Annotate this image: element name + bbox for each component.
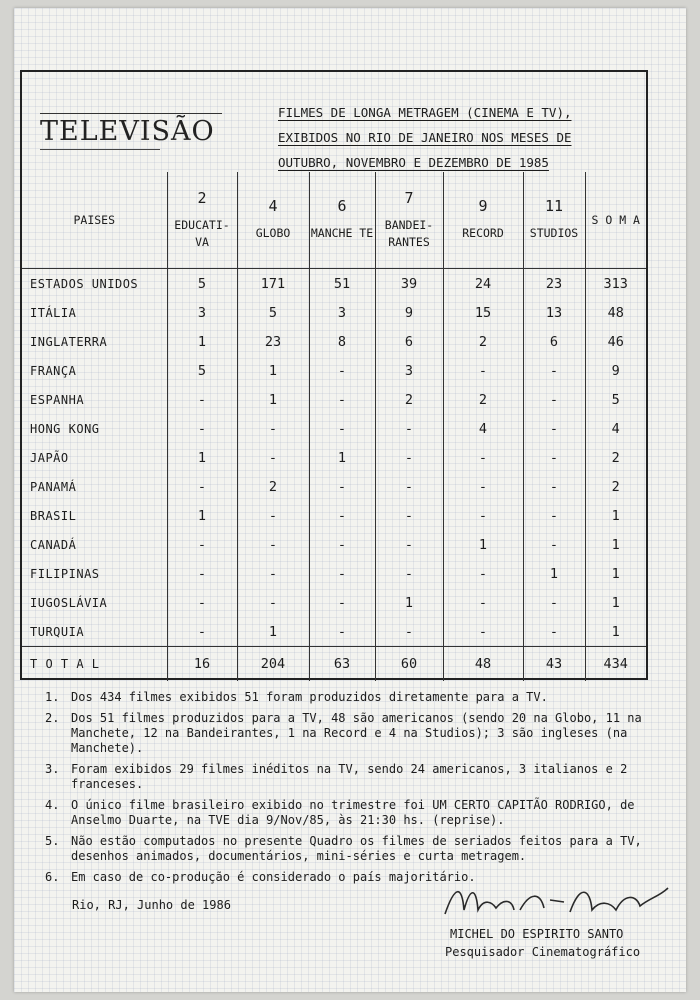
signature-title: Pesquisador Cinematográfico [445,945,641,959]
total-cell: 16 [167,647,237,682]
count-cell: 1 [237,356,309,385]
table-row [22,414,646,443]
table-header-row [22,172,646,269]
count-cell: - [523,356,585,385]
count-cell: 2 [443,327,523,356]
count-cell: 5 [585,385,646,414]
column-label: S O M A [591,212,640,227]
column-header-3 [309,172,375,269]
note-text: Dos 434 filmes exibidos 51 foram produzidos diretamente para a TV. [71,690,548,704]
count-cell: 1 [375,588,443,617]
column-number: 4 [268,197,278,215]
column-header-2 [237,172,309,269]
count-cell: 1 [585,617,646,647]
count-cell: 24 [443,269,523,299]
country-cell: BRASIL [30,508,77,523]
table-row [22,443,646,472]
count-cell: - [443,588,523,617]
total-cell: 204 [237,647,309,682]
count-cell: - [375,501,443,530]
table-row [22,472,646,501]
note-number: 2. [45,711,60,725]
total-row [22,647,646,682]
count-cell: - [309,385,375,414]
note-text: O único filme brasileiro exibido no trimestre foi UM CERTO CAPITÃO RODRIGO, de Anselmo Duarte, na TVE dia 9/Nov/85, às 21:30 hs. (reprise). [71,798,635,827]
count-cell: 1 [237,617,309,647]
total-cell: 60 [375,647,443,682]
count-cell: - [309,356,375,385]
note-text: Em caso de co-produção é considerado o país majoritário. [71,870,476,884]
count-cell: - [237,559,309,588]
count-cell: - [309,559,375,588]
count-cell: 3 [375,356,443,385]
logo [40,113,222,150]
column-number: 2 [197,188,207,207]
column-header-7 [585,172,646,269]
count-cell: - [523,443,585,472]
count-cell: - [167,559,237,588]
count-cell: 2 [585,443,646,472]
count-cell: 1 [167,443,237,472]
country-cell: IUGOSLÁVIA [30,595,108,610]
total-cell: 434 [585,647,646,682]
column-label: GLOBO [255,226,291,240]
country-cell: ESPANHA [30,392,85,407]
count-cell: - [167,414,237,443]
count-cell: 2 [585,472,646,501]
note-number: 1. [45,690,60,704]
films-table [22,172,646,681]
count-cell: - [309,501,375,530]
table-row [22,356,646,385]
table-row [22,501,646,530]
note-number: 6. [45,870,60,884]
country-cell: FILIPINAS [30,566,100,581]
count-cell: - [523,472,585,501]
count-cell: - [443,472,523,501]
count-cell: - [237,530,309,559]
note-item [45,834,645,864]
count-cell: - [375,443,443,472]
country-cell: ITÁLIA [30,305,77,320]
count-cell: - [443,501,523,530]
total-cell: 63 [309,647,375,682]
column-number: 7 [404,188,414,207]
country-cell: ESTADOS UNIDOS [30,276,139,291]
column-label: EDUCATI-VA [174,217,230,249]
count-cell: 5 [237,298,309,327]
column-header-1 [167,172,237,269]
count-cell: 9 [375,298,443,327]
count-cell: - [309,414,375,443]
count-cell: 1 [237,385,309,414]
count-cell: 1 [309,443,375,472]
signature-scrawl-icon [440,880,670,920]
total-cell: 43 [523,647,585,682]
column-label: BANDEI-RANTES [384,217,434,249]
count-cell: - [523,385,585,414]
count-cell: - [237,443,309,472]
column-number: 11 [544,197,564,215]
note-text: Não estão computados no presente Quadro os filmes de seriados feitos para a TV, desenhos animados, documentários, mini-séries e curta metragem. [71,834,642,863]
column-label: RECORD [462,226,504,240]
column-header-5 [443,172,523,269]
count-cell: 9 [585,356,646,385]
count-cell: 1 [443,530,523,559]
count-cell: 1 [167,327,237,356]
table-row [22,385,646,414]
count-cell: 23 [237,327,309,356]
column-label: STUDIOS [529,226,579,240]
count-cell: 3 [167,298,237,327]
note-number: 5. [45,834,60,848]
note-item [45,762,645,792]
logo-text: TELEVISÃO [40,116,215,147]
count-cell: - [167,588,237,617]
count-cell: 4 [585,414,646,443]
count-cell: 2 [443,385,523,414]
place-date: Rio, RJ, Junho de 1986 [72,898,231,912]
count-cell: 171 [237,269,309,299]
count-cell: 3 [309,298,375,327]
count-cell: 1 [167,501,237,530]
country-cell: PANAMÁ [30,479,77,494]
title-line-2: EXIBIDOS NO RIO DE JANEIRO NOS MESES DE [278,130,572,145]
table-row [22,327,646,356]
table-row [22,269,646,299]
table-row [22,530,646,559]
count-cell: 48 [585,298,646,327]
count-cell: - [237,414,309,443]
column-number: 6 [337,197,347,215]
country-cell: CANADÁ [30,537,77,552]
count-cell: 51 [309,269,375,299]
note-number: 3. [45,762,60,776]
count-cell: - [375,530,443,559]
country-cell: HONG KONG [30,421,100,436]
country-cell: INGLATERRA [30,334,108,349]
column-header-0 [22,172,167,269]
count-cell: 15 [443,298,523,327]
count-cell: 1 [523,559,585,588]
count-cell: - [375,559,443,588]
count-cell: - [443,617,523,647]
count-cell: - [237,501,309,530]
count-cell: 5 [167,356,237,385]
table-row [22,617,646,647]
count-cell: - [309,617,375,647]
count-cell: - [237,588,309,617]
table-row [22,298,646,327]
note-number: 4. [45,798,60,812]
note-text: Foram exibidos 29 filmes inéditos na TV, sendo 24 americanos, 3 italianos e 2 franceses. [71,762,628,791]
logo-underline [40,149,160,150]
country-cell: TURQUIA [30,624,85,639]
count-cell: - [309,530,375,559]
count-cell: 5 [167,269,237,299]
count-cell: - [167,472,237,501]
signature [440,880,670,920]
count-cell: - [443,356,523,385]
count-cell: 313 [585,269,646,299]
country-cell: FRANÇA [30,363,77,378]
signature-name: MICHEL DO ESPIRITO SANTO [450,927,624,941]
column-label: MANCHE TE [310,226,374,240]
column-number: 9 [478,197,488,215]
count-cell: - [443,443,523,472]
table-row [22,559,646,588]
count-cell: - [523,414,585,443]
count-cell: 2 [237,472,309,501]
count-cell: - [167,530,237,559]
count-cell: 6 [523,327,585,356]
count-cell: 6 [375,327,443,356]
count-cell: 8 [309,327,375,356]
count-cell: - [375,617,443,647]
count-cell: - [375,472,443,501]
count-cell: 13 [523,298,585,327]
count-cell: - [309,472,375,501]
count-cell: 1 [585,588,646,617]
title-line-1: FILMES DE LONGA METRAGEM (CINEMA E TV), [278,105,572,120]
count-cell: 23 [523,269,585,299]
column-header-6 [523,172,585,269]
note-item [45,690,645,705]
count-cell: 4 [443,414,523,443]
note-item [45,711,645,756]
total-cell: 48 [443,647,523,682]
count-cell: 39 [375,269,443,299]
count-cell: 2 [375,385,443,414]
note-text: Dos 51 filmes produzidos para a TV, 48 são americanos (sendo 20 na Globo, 11 na Manchete, 12 na Bandeirantes, 1 na Record e 4 na Studios); 3 são ingleses (na Manchete). [71,711,642,755]
country-cell: JAPÃO [30,450,69,465]
count-cell: - [523,588,585,617]
count-cell: 46 [585,327,646,356]
table-body [22,269,646,682]
count-cell: - [523,617,585,647]
count-cell: 1 [585,501,646,530]
count-cell: 1 [585,530,646,559]
note-item [45,798,645,828]
count-cell: - [375,414,443,443]
notes-list [45,690,645,891]
document-title [278,100,638,175]
count-cell: - [309,588,375,617]
count-cell: - [443,559,523,588]
count-cell: - [167,617,237,647]
total-label: T O T A L [22,647,167,682]
count-cell: - [523,530,585,559]
table-row [22,588,646,617]
title-line-3: OUTUBRO, NOVEMBRO E DEZEMBRO DE 1985 [278,155,549,170]
column-header-4 [375,172,443,269]
count-cell: - [167,385,237,414]
count-cell: - [523,501,585,530]
column-label: PAISES [73,212,116,227]
count-cell: 1 [585,559,646,588]
